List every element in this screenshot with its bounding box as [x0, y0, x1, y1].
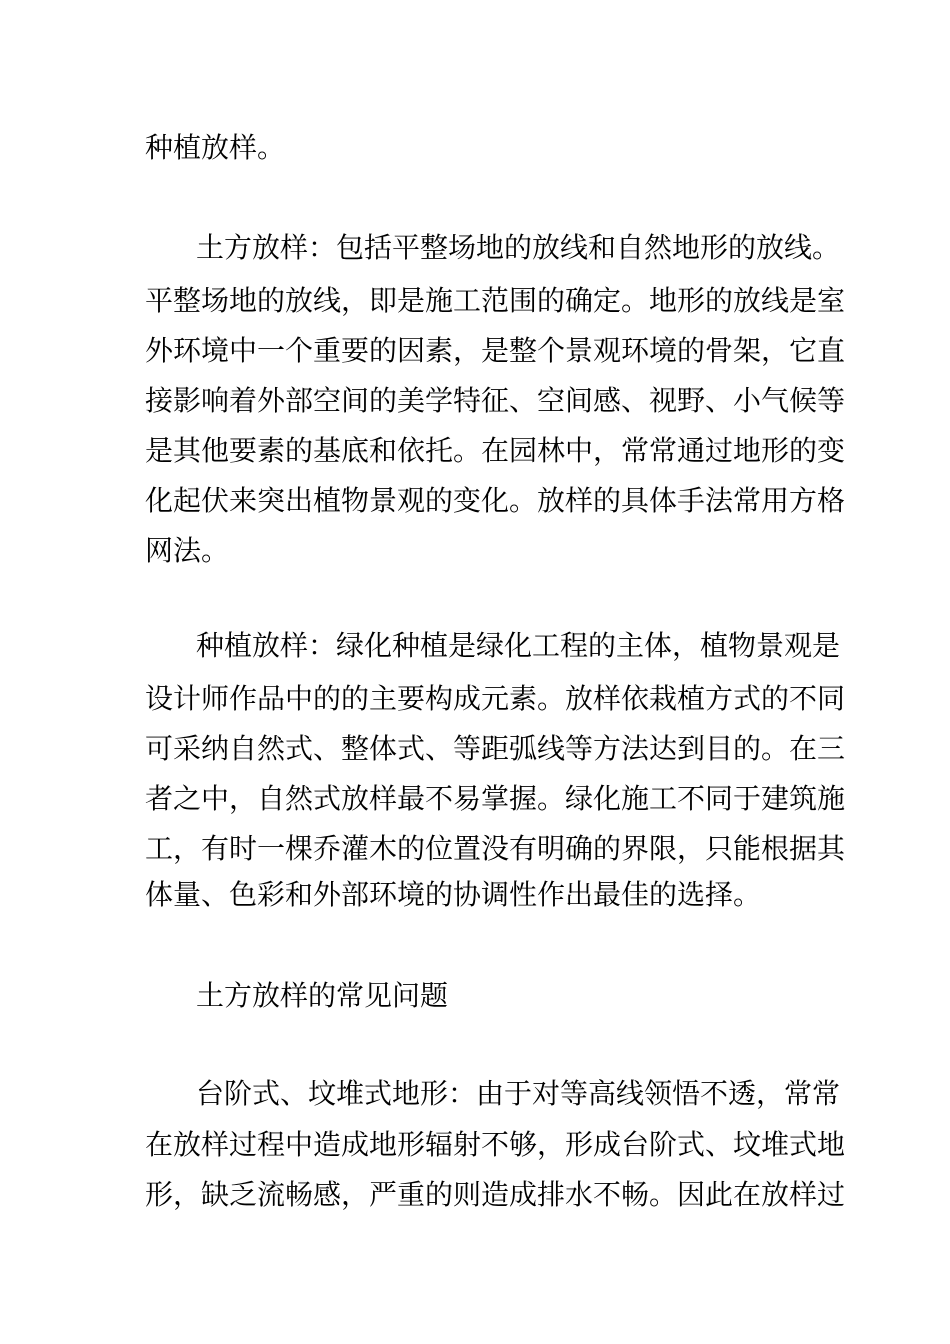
paragraph-line: 化起伏来突出植物景观的变化。放样的具体手法常用方格	[145, 484, 846, 517]
paragraph-line: 种植放样：绿化种植是绿化工程的主体，植物景观是	[196, 629, 841, 662]
paragraph-line: 在放样过程中造成地形辐射不够，形成台阶式、坟堆式地	[145, 1128, 846, 1161]
paragraph-line: 网法。	[145, 534, 230, 567]
paragraph-line: 工，有时一棵乔灌木的位置没有明确的界限，只能根据其	[145, 832, 846, 865]
paragraph-line: 是其他要素的基底和依托。在园林中，常常通过地形的变	[145, 434, 846, 467]
paragraph-line: 接影响着外部空间的美学特征、空间感、视野、小气候等	[145, 384, 846, 417]
paragraph-line: 种植放样。	[145, 131, 286, 164]
paragraph-line: 者之中，自然式放样最不易掌握。绿化施工不同于建筑施	[145, 782, 846, 815]
paragraph-line: 外环境中一个重要的因素，是整个景观环境的骨架，它直	[145, 334, 846, 367]
paragraph-line: 设计师作品中的的主要构成元素。放样依栽植方式的不同	[145, 682, 846, 715]
paragraph-line: 土方放样：包括平整场地的放线和自然地形的放线。	[196, 231, 841, 264]
section-heading: 土方放样的常见问题	[196, 979, 449, 1012]
paragraph-line: 形，缺乏流畅感，严重的则造成排水不畅。因此在放样过	[145, 1178, 846, 1211]
paragraph-line: 平整场地的放线，即是施工范围的确定。地形的放线是室	[145, 284, 846, 317]
paragraph-line: 体量、色彩和外部环境的协调性作出最佳的选择。	[145, 878, 762, 911]
paragraph-line: 台阶式、坟堆式地形：由于对等高线领悟不透，常常	[196, 1077, 841, 1110]
paragraph-line: 可采纳自然式、整体式、等距弧线等方法达到目的。在三	[145, 732, 846, 765]
